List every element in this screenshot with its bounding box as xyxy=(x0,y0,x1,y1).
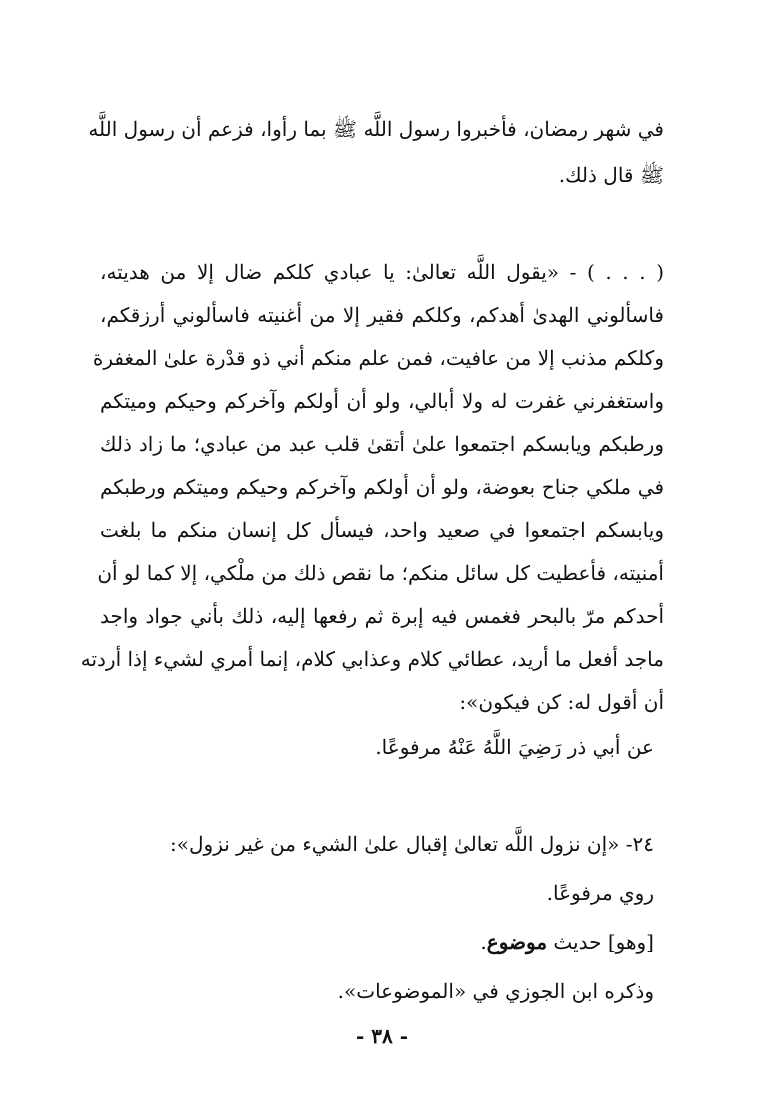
hadith-line: ويابسكم اجتمعوا في صعيد واحد، فيسأل كل إنسان منكم ما بلغت xyxy=(100,518,664,542)
hadith-line: ماجد أفعل ما أريد، عطائي كلام وعذابي كلام، إنما أمري لشيء إذا أردته xyxy=(80,647,664,671)
verdict-line xyxy=(100,925,654,959)
hadith-line: وكلكم مذنب إلا من عافيت، فمن علم منكم أني ذو قدْرة علىٰ المغفرة xyxy=(92,346,664,370)
hadith-line: ورطبكم ويابسكم اجتمعوا علىٰ أتقىٰ قلب عبد من عبادي؛ ما زاد ذلك xyxy=(100,432,664,456)
page-number: - ٣٨ - xyxy=(355,1024,408,1048)
verdict-grade: موضوع xyxy=(486,930,548,954)
hadith-line: في ملكي جناح بعوضة، ولو أن أولكم وآخركم وحيكم وميتكم ورطبكم xyxy=(100,475,664,499)
text-line: ﷺ قال ذلك. xyxy=(558,163,664,187)
verdict-prefix: [وهو] حديث xyxy=(547,930,654,954)
text-line: في شهر رمضان، فأخبروا رسول اللَّه ﷺ بما رأوا، فزعم أن رسول اللَّه xyxy=(88,117,664,141)
reference-line: وذكره ابن الجوزي في «الموضوعات». xyxy=(337,979,654,1003)
verdict-suffix: . xyxy=(480,930,487,954)
hadith-line: واستغفرني غفرت له ولا أبالي، ولو أن أولكم وآخركم وحيكم وميتكم xyxy=(100,389,664,413)
source-line: عن أبي ذر رَضِيَ اللَّهُ عَنْهُ مرفوعًا. xyxy=(375,735,654,759)
hadith-line: فاسألوني الهدىٰ أهدكم، وكلكم فقير إلا من أغنيته فاسألوني أرزقكم، xyxy=(100,303,664,327)
hadith-heading: ٢٤- «إن نزول اللَّه تعالىٰ إقبال علىٰ الشيء من غير نزول»: xyxy=(170,832,654,856)
hadith-line: أن أقول له: كن فيكون»: xyxy=(459,690,664,714)
hadith-line: ( . . . ) - «يقول اللَّه تعالىٰ: يا عبادي كلكم ضال إلا من هديته، xyxy=(100,260,664,284)
hadith-line: أمنيته، فأعطيت كل سائل منكم؛ ما نقص ذلك من ملْكي، إلا كما لو أن xyxy=(97,561,664,585)
rawi-line: روي مرفوعًا. xyxy=(546,881,654,905)
hadith-line: أحدكم مرّ بالبحر فغمس فيه إبرة ثم رفعها إليه، ذلك بأني جواد واجد xyxy=(100,604,664,628)
